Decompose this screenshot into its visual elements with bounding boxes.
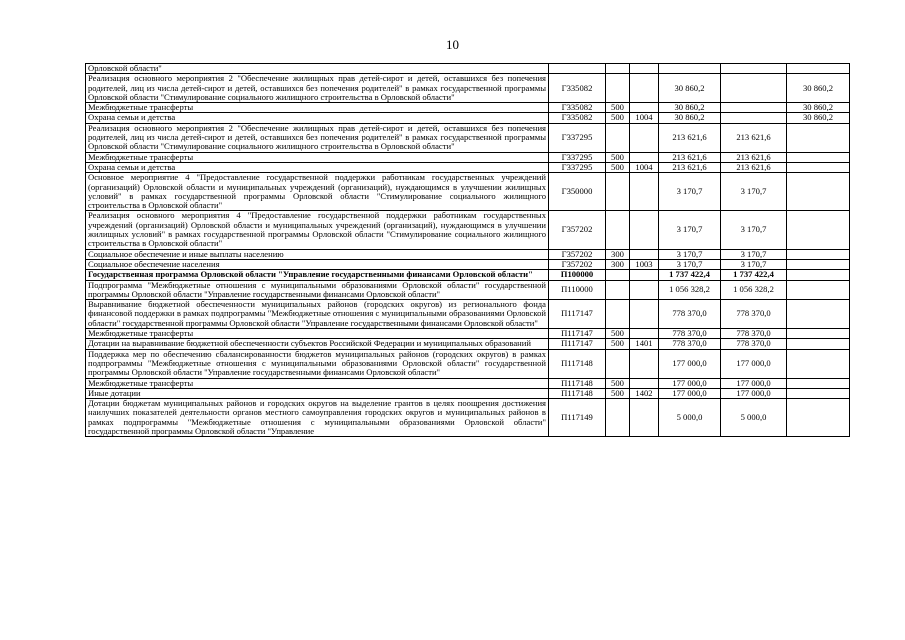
row-amount-total-cell: 5 000,0	[659, 399, 721, 437]
row-amount-regional-cell: 213 621,6	[721, 123, 787, 152]
row-amount-total-cell: 3 170,7	[659, 173, 721, 211]
row-code-cell: П117147	[549, 339, 606, 349]
row-amount-federal-cell	[787, 211, 850, 249]
row-amount-total-cell: 3 170,7	[659, 259, 721, 269]
row-amount-federal-cell: 30 860,2	[787, 74, 850, 103]
row-name-cell: Реализация основного мероприятия 2 "Обеспечение жилищных прав детей-сирот и детей, оставшихся без попечения родителей, лиц из числа детей-сирот и детей, оставшихся без попечения родителей" в рамках государственной программы Орловской области "Стимулирование социального жилищного строительства в Орловской области"	[86, 74, 549, 103]
row-section-cell	[630, 349, 659, 378]
row-expense-type-cell: 500	[606, 378, 630, 388]
budget-table-body	[86, 64, 850, 437]
page-number: 10	[446, 37, 459, 52]
row-section-cell	[630, 211, 659, 249]
row-name-cell: Межбюджетные трансферты	[86, 152, 549, 162]
row-section-cell	[630, 123, 659, 152]
row-section-cell	[630, 64, 659, 74]
row-section-cell: 1401	[630, 339, 659, 349]
table-row	[86, 173, 850, 211]
row-amount-regional-cell: 5 000,0	[721, 399, 787, 437]
row-name-cell: Дотации на выравнивание бюджетной обеспеченности субъектов Российской Федерации и муниципальных образований	[86, 339, 549, 349]
row-amount-total-cell: 778 370,0	[659, 329, 721, 339]
row-code-cell: П117147	[549, 329, 606, 339]
row-amount-federal-cell	[787, 162, 850, 172]
row-name-cell: Дотации бюджетам муниципальных районов и городских округов на выделение грантов в целях поощрения достижения наилучших показателей деятельности органов местного самоуправления городских округов и муниципальных районов в рамках подпрограммы "Межбюджетные отношения с муниципальными образованиями Орловской области" государственной программы Орловской области "Управление	[86, 399, 549, 437]
row-name-cell: Реализация основного мероприятия 2 "Обеспечение жилищных прав детей-сирот и детей, оставшихся без попечения родителей, лиц из числа детей-сирот и детей, оставшихся без попечения родителей" в рамках государственной программы Орловской области "Стимулирование социального жилищного строительства в Орловской области"	[86, 123, 549, 152]
row-name-cell: Выравнивание бюджетной обеспеченности муниципальных районов (городских округов) из регионального фонда финансовой поддержки в рамках подпрограммы "Межбюджетные отношения с муниципальными образованиями Орловской области" государственной программы Орловской области "Управление государственными финансами Орловской области"	[86, 300, 549, 329]
row-section-cell	[630, 103, 659, 113]
row-code-cell: Г357202	[549, 249, 606, 259]
row-code-cell: Г337295	[549, 123, 606, 152]
row-amount-total-cell: 778 370,0	[659, 300, 721, 329]
row-code-cell: Г335082	[549, 74, 606, 103]
row-amount-regional-cell: 3 170,7	[721, 211, 787, 249]
table-row	[86, 378, 850, 388]
row-section-cell	[630, 300, 659, 329]
row-section-cell	[630, 280, 659, 300]
row-code-cell: Г335082	[549, 113, 606, 123]
row-name-cell: Социальное обеспечение и иные выплаты населению	[86, 249, 549, 259]
table-row	[86, 280, 850, 300]
row-amount-total-cell: 1 056 328,2	[659, 280, 721, 300]
row-name-cell: Орловской области"	[86, 64, 549, 74]
row-amount-regional-cell	[721, 113, 787, 123]
table-row	[86, 249, 850, 259]
row-code-cell: Г335082	[549, 103, 606, 113]
row-code-cell: Г357202	[549, 211, 606, 249]
row-code-cell: П100000	[549, 270, 606, 280]
row-expense-type-cell	[606, 399, 630, 437]
row-section-cell	[630, 378, 659, 388]
row-amount-regional-cell	[721, 74, 787, 103]
row-expense-type-cell	[606, 300, 630, 329]
row-name-cell: Реализация основного мероприятия 4 "Предоставление государственной поддержки работникам государственных учреждений (организаций) Орловской области и муниципальных учреждений (организаций), нуждающимся в улучшении жилищных условий" в рамках государственной программы Орловской области "Стимулирование социального жилищного строительства в Орловской области"	[86, 211, 549, 249]
row-amount-federal-cell	[787, 378, 850, 388]
row-amount-federal-cell	[787, 270, 850, 280]
row-expense-type-cell	[606, 123, 630, 152]
row-code-cell: Г357202	[549, 259, 606, 269]
row-amount-federal-cell: 30 860,2	[787, 103, 850, 113]
table-row	[86, 103, 850, 113]
row-amount-total-cell: 30 860,2	[659, 103, 721, 113]
row-expense-type-cell	[606, 74, 630, 103]
budget-table	[85, 63, 850, 437]
row-amount-regional-cell: 1 737 422,4	[721, 270, 787, 280]
row-amount-regional-cell: 778 370,0	[721, 329, 787, 339]
row-code-cell: П117147	[549, 300, 606, 329]
row-amount-federal-cell	[787, 259, 850, 269]
row-name-cell: Поддержка мер по обеспечению сбалансированности бюджетов муниципальных районов (городских округов) в рамках подпрограммы "Межбюджетные отношения с муниципальными образованиями Орловской области" государственной программы Орловской области "Управление государственными финансами Орловской области"	[86, 349, 549, 378]
row-amount-regional-cell: 177 000,0	[721, 378, 787, 388]
row-amount-total-cell: 213 621,6	[659, 152, 721, 162]
row-section-cell	[630, 399, 659, 437]
row-name-cell: Охрана семьи и детства	[86, 162, 549, 172]
table-row	[86, 113, 850, 123]
row-amount-total-cell: 177 000,0	[659, 349, 721, 378]
table-row	[86, 211, 850, 249]
row-name-cell: Межбюджетные трансферты	[86, 329, 549, 339]
row-expense-type-cell: 500	[606, 339, 630, 349]
table-row	[86, 259, 850, 269]
row-amount-total-cell	[659, 64, 721, 74]
row-amount-regional-cell: 177 000,0	[721, 388, 787, 398]
row-name-cell: Социальное обеспечение населения	[86, 259, 549, 269]
row-name-cell: Основное мероприятие 4 "Предоставление государственной поддержки работникам государственных учреждений (организаций) Орловской области и муниципальных учреждений (организаций), нуждающимся в улучшении жилищных условий" в рамках государственной программы Орловской области "Стимулирование социального жилищного строительства в Орловской области"	[86, 173, 549, 211]
row-code-cell: П117148	[549, 349, 606, 378]
row-expense-type-cell	[606, 173, 630, 211]
row-amount-regional-cell: 213 621,6	[721, 152, 787, 162]
row-amount-regional-cell: 3 170,7	[721, 249, 787, 259]
row-section-cell	[630, 329, 659, 339]
row-expense-type-cell	[606, 280, 630, 300]
row-amount-regional-cell: 213 621,6	[721, 162, 787, 172]
table-row	[86, 74, 850, 103]
table-row	[86, 152, 850, 162]
table-row	[86, 123, 850, 152]
row-amount-total-cell: 213 621,6	[659, 162, 721, 172]
row-expense-type-cell: 500	[606, 388, 630, 398]
row-section-cell	[630, 270, 659, 280]
row-amount-regional-cell: 778 370,0	[721, 300, 787, 329]
row-amount-total-cell: 30 860,2	[659, 74, 721, 103]
row-expense-type-cell: 500	[606, 162, 630, 172]
row-amount-federal-cell: 30 860,2	[787, 113, 850, 123]
table-row	[86, 388, 850, 398]
row-code-cell: Г350000	[549, 173, 606, 211]
row-section-cell	[630, 152, 659, 162]
table-row	[86, 399, 850, 437]
row-expense-type-cell	[606, 349, 630, 378]
table-row	[86, 64, 850, 74]
table-row	[86, 349, 850, 378]
row-amount-total-cell: 3 170,7	[659, 249, 721, 259]
row-name-cell: Межбюджетные трансферты	[86, 378, 549, 388]
row-amount-total-cell: 778 370,0	[659, 339, 721, 349]
row-name-cell: Иные дотации	[86, 388, 549, 398]
row-name-cell: Государственная программа Орловской области "Управление государственными финансами Орловской области"	[86, 270, 549, 280]
row-amount-federal-cell	[787, 173, 850, 211]
table-row	[86, 162, 850, 172]
row-expense-type-cell	[606, 270, 630, 280]
row-code-cell: П117148	[549, 378, 606, 388]
row-amount-regional-cell	[721, 103, 787, 113]
row-expense-type-cell: 500	[606, 329, 630, 339]
row-code-cell: П117149	[549, 399, 606, 437]
row-amount-federal-cell	[787, 64, 850, 74]
row-amount-total-cell: 30 860,2	[659, 113, 721, 123]
row-amount-regional-cell	[721, 64, 787, 74]
row-amount-total-cell: 213 621,6	[659, 123, 721, 152]
row-amount-federal-cell	[787, 280, 850, 300]
row-amount-total-cell: 1 737 422,4	[659, 270, 721, 280]
row-code-cell: Г337295	[549, 152, 606, 162]
row-amount-federal-cell	[787, 399, 850, 437]
row-expense-type-cell: 500	[606, 113, 630, 123]
row-amount-federal-cell	[787, 329, 850, 339]
row-section-cell	[630, 249, 659, 259]
row-expense-type-cell: 300	[606, 249, 630, 259]
row-amount-regional-cell: 3 170,7	[721, 259, 787, 269]
row-amount-regional-cell: 3 170,7	[721, 173, 787, 211]
row-code-cell	[549, 64, 606, 74]
row-name-cell: Межбюджетные трансферты	[86, 103, 549, 113]
row-section-cell: 1004	[630, 113, 659, 123]
row-expense-type-cell: 500	[606, 103, 630, 113]
row-name-cell: Охрана семьи и детства	[86, 113, 549, 123]
row-amount-regional-cell: 778 370,0	[721, 339, 787, 349]
row-amount-regional-cell: 177 000,0	[721, 349, 787, 378]
table-row	[86, 339, 850, 349]
row-amount-federal-cell	[787, 388, 850, 398]
row-name-cell: Подпрограмма "Межбюджетные отношения с муниципальными образованиями Орловской области" государственной программы Орловской области "Управление государственными финансами Орловской области"	[86, 280, 549, 300]
row-amount-federal-cell	[787, 152, 850, 162]
row-amount-federal-cell	[787, 249, 850, 259]
row-amount-federal-cell	[787, 339, 850, 349]
row-amount-total-cell: 177 000,0	[659, 378, 721, 388]
row-section-cell	[630, 173, 659, 211]
row-expense-type-cell: 500	[606, 152, 630, 162]
row-section-cell: 1003	[630, 259, 659, 269]
row-code-cell: П110000	[549, 280, 606, 300]
table-row	[86, 270, 850, 280]
table-row	[86, 329, 850, 339]
row-amount-federal-cell	[787, 300, 850, 329]
table-row	[86, 300, 850, 329]
row-code-cell: Г337295	[549, 162, 606, 172]
row-amount-total-cell: 3 170,7	[659, 211, 721, 249]
row-section-cell: 1402	[630, 388, 659, 398]
row-amount-total-cell: 177 000,0	[659, 388, 721, 398]
row-amount-federal-cell	[787, 349, 850, 378]
row-amount-federal-cell	[787, 123, 850, 152]
row-amount-regional-cell: 1 056 328,2	[721, 280, 787, 300]
row-code-cell: П117148	[549, 388, 606, 398]
row-section-cell: 1004	[630, 162, 659, 172]
row-expense-type-cell	[606, 211, 630, 249]
row-expense-type-cell: 300	[606, 259, 630, 269]
row-expense-type-cell	[606, 64, 630, 74]
row-section-cell	[630, 74, 659, 103]
